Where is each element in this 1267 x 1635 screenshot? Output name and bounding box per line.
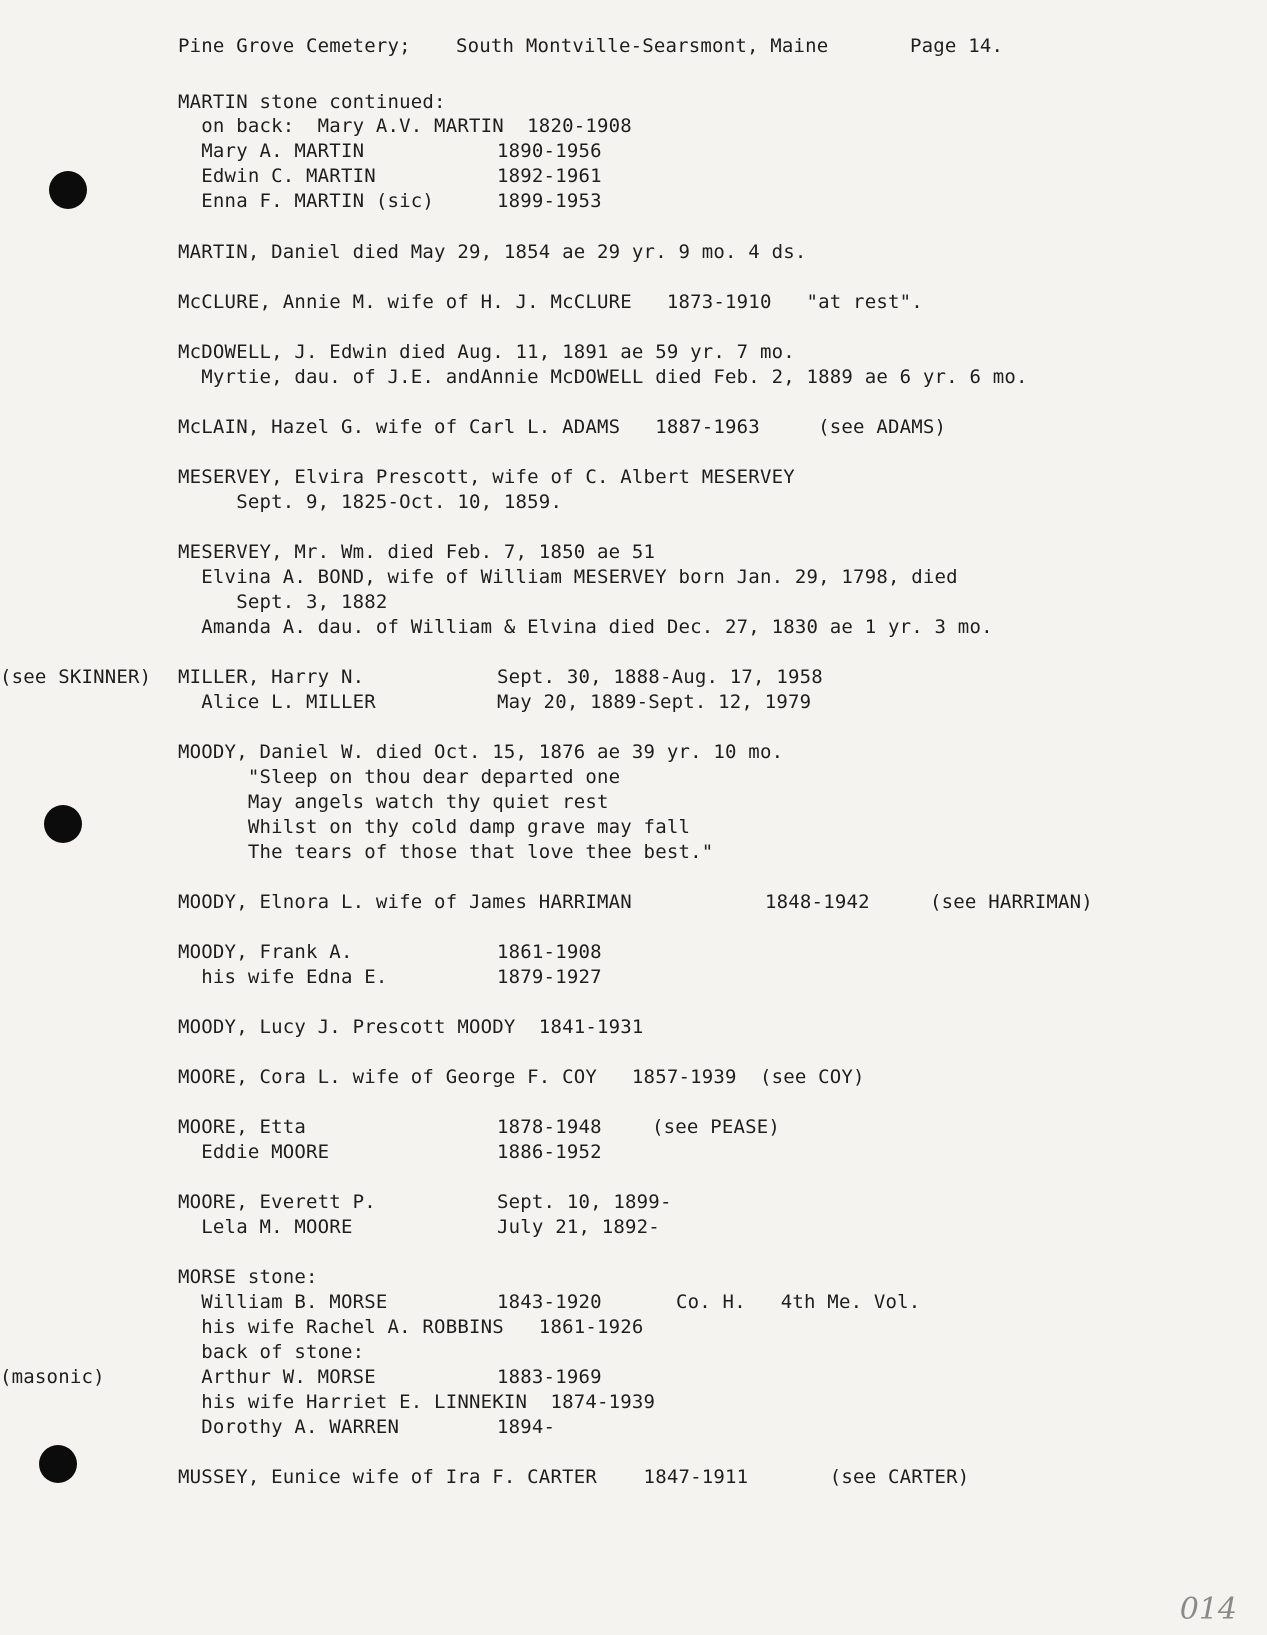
- record-text: "Sleep on thou dear departed one: [178, 766, 621, 788]
- record-text: Dorothy A. WARREN: [178, 1416, 400, 1438]
- record-text: William B. MORSE: [178, 1291, 388, 1313]
- record-text: MORSE stone:: [178, 1266, 318, 1288]
- record-text: July 21, 1892-: [497, 1216, 660, 1238]
- record-text: his wife Rachel A. ROBBINS 1861-1926: [178, 1316, 644, 1338]
- record-text: May angels watch thy quiet rest: [178, 791, 609, 813]
- record-text: The tears of those that love thee best.": [178, 841, 714, 863]
- page-label: Page 14.: [910, 35, 1004, 57]
- record-text: Eddie MOORE: [178, 1141, 330, 1163]
- record-text: 1886-1952: [497, 1141, 602, 1163]
- record-text: MOODY, Lucy J. Prescott MOODY 1841-1931: [178, 1016, 644, 1038]
- record-text: Alice L. MILLER: [178, 691, 376, 713]
- record-text: MILLER, Harry N.: [178, 666, 365, 688]
- record-text: Whilst on thy cold damp grave may fall: [178, 816, 691, 838]
- record-text: (see HARRIMAN): [930, 891, 1093, 913]
- record-text: MESERVEY, Elvira Prescott, wife of C. Albert MESERVEY: [178, 466, 795, 488]
- record-text: Amanda A. dau. of William & Elvina died Dec. 27, 1830 ae 1 yr. 3 mo.: [178, 616, 993, 638]
- record-text: Edwin C. MARTIN: [178, 165, 376, 187]
- record-text: McLAIN, Hazel G. wife of Carl L. ADAMS 1887-1963 (see ADAMS): [178, 416, 947, 438]
- record-text: Mary A. MARTIN: [178, 140, 365, 162]
- record-text: MARTIN stone continued:: [178, 91, 446, 113]
- record-text: Arthur W. MORSE: [178, 1366, 376, 1388]
- record-text: MOORE, Etta: [178, 1116, 307, 1138]
- record-text: MESERVEY, Mr. Wm. died Feb. 7, 1850 ae 51: [178, 541, 656, 563]
- record-text: 1899-1953: [497, 190, 602, 212]
- record-text: MOODY, Elnora L. wife of James HARRIMAN: [178, 891, 632, 913]
- record-text: 1890-1956: [497, 140, 602, 162]
- binder-hole: [39, 1445, 77, 1483]
- record-text: Sept. 30, 1888-Aug. 17, 1958: [497, 666, 823, 688]
- record-text: MOODY, Frank A.: [178, 941, 353, 963]
- record-text: 1879-1927: [497, 966, 602, 988]
- record-text: Elvina A. BOND, wife of William MESERVEY born Jan. 29, 1798, died: [178, 566, 958, 588]
- record-text: MOODY, Daniel W. died Oct. 15, 1876 ae 39 yr. 10 mo.: [178, 741, 784, 763]
- record-text: 1894-: [497, 1416, 556, 1438]
- record-text: (see PEASE): [652, 1116, 781, 1138]
- record-text: Sept. 10, 1899-: [497, 1191, 672, 1213]
- record-text: MARTIN, Daniel died May 29, 1854 ae 29 yr. 9 mo. 4 ds.: [178, 241, 807, 263]
- record-text: 1861-1908: [497, 941, 602, 963]
- record-text: 1878-1948: [497, 1116, 602, 1138]
- record-text: Co. H. 4th Me. Vol.: [676, 1291, 921, 1313]
- record-text: MOORE, Cora L. wife of George F. COY 1857-1939 (see COY): [178, 1066, 865, 1088]
- record-text: back of stone:: [178, 1341, 365, 1363]
- record-text: 1883-1969: [497, 1366, 602, 1388]
- record-text: Sept. 3, 1882: [178, 591, 388, 613]
- record-text: 1848-1942: [765, 891, 870, 913]
- record-text: his wife Edna E.: [178, 966, 388, 988]
- record-text: Sept. 9, 1825-Oct. 10, 1859.: [178, 491, 563, 513]
- record-text: his wife Harriet E. LINNEKIN 1874-1939: [178, 1391, 656, 1413]
- record-text: Enna F. MARTIN (sic): [178, 190, 435, 212]
- binder-hole: [44, 805, 82, 843]
- record-text: on back: Mary A.V. MARTIN 1820-1908: [178, 115, 632, 137]
- record-text: MOORE, Everett P.: [178, 1191, 376, 1213]
- record-text: McCLURE, Annie M. wife of H. J. McCLURE 1873-1910 "at rest".: [178, 291, 923, 313]
- record-text: Lela M. MOORE: [178, 1216, 353, 1238]
- record-text: 1843-1920: [497, 1291, 602, 1313]
- record-text: MUSSEY, Eunice wife of Ira F. CARTER 1847-1911 (see CARTER): [178, 1466, 970, 1488]
- cemetery-location: South Montville-Searsmont, Maine: [456, 35, 829, 57]
- cemetery-name: Pine Grove Cemetery;: [178, 35, 411, 57]
- handwritten-page-number: 014: [1179, 1592, 1237, 1627]
- record-text: Myrtie, dau. of J.E. andAnnie McDOWELL died Feb. 2, 1889 ae 6 yr. 6 mo.: [178, 366, 1028, 388]
- record-text: (see SKINNER): [0, 666, 152, 688]
- record-text: 1892-1961: [497, 165, 602, 187]
- record-text: McDOWELL, J. Edwin died Aug. 11, 1891 ae 59 yr. 7 mo.: [178, 341, 795, 363]
- record-text: (masonic): [0, 1366, 105, 1388]
- record-text: May 20, 1889-Sept. 12, 1979: [497, 691, 812, 713]
- binder-hole: [49, 171, 87, 209]
